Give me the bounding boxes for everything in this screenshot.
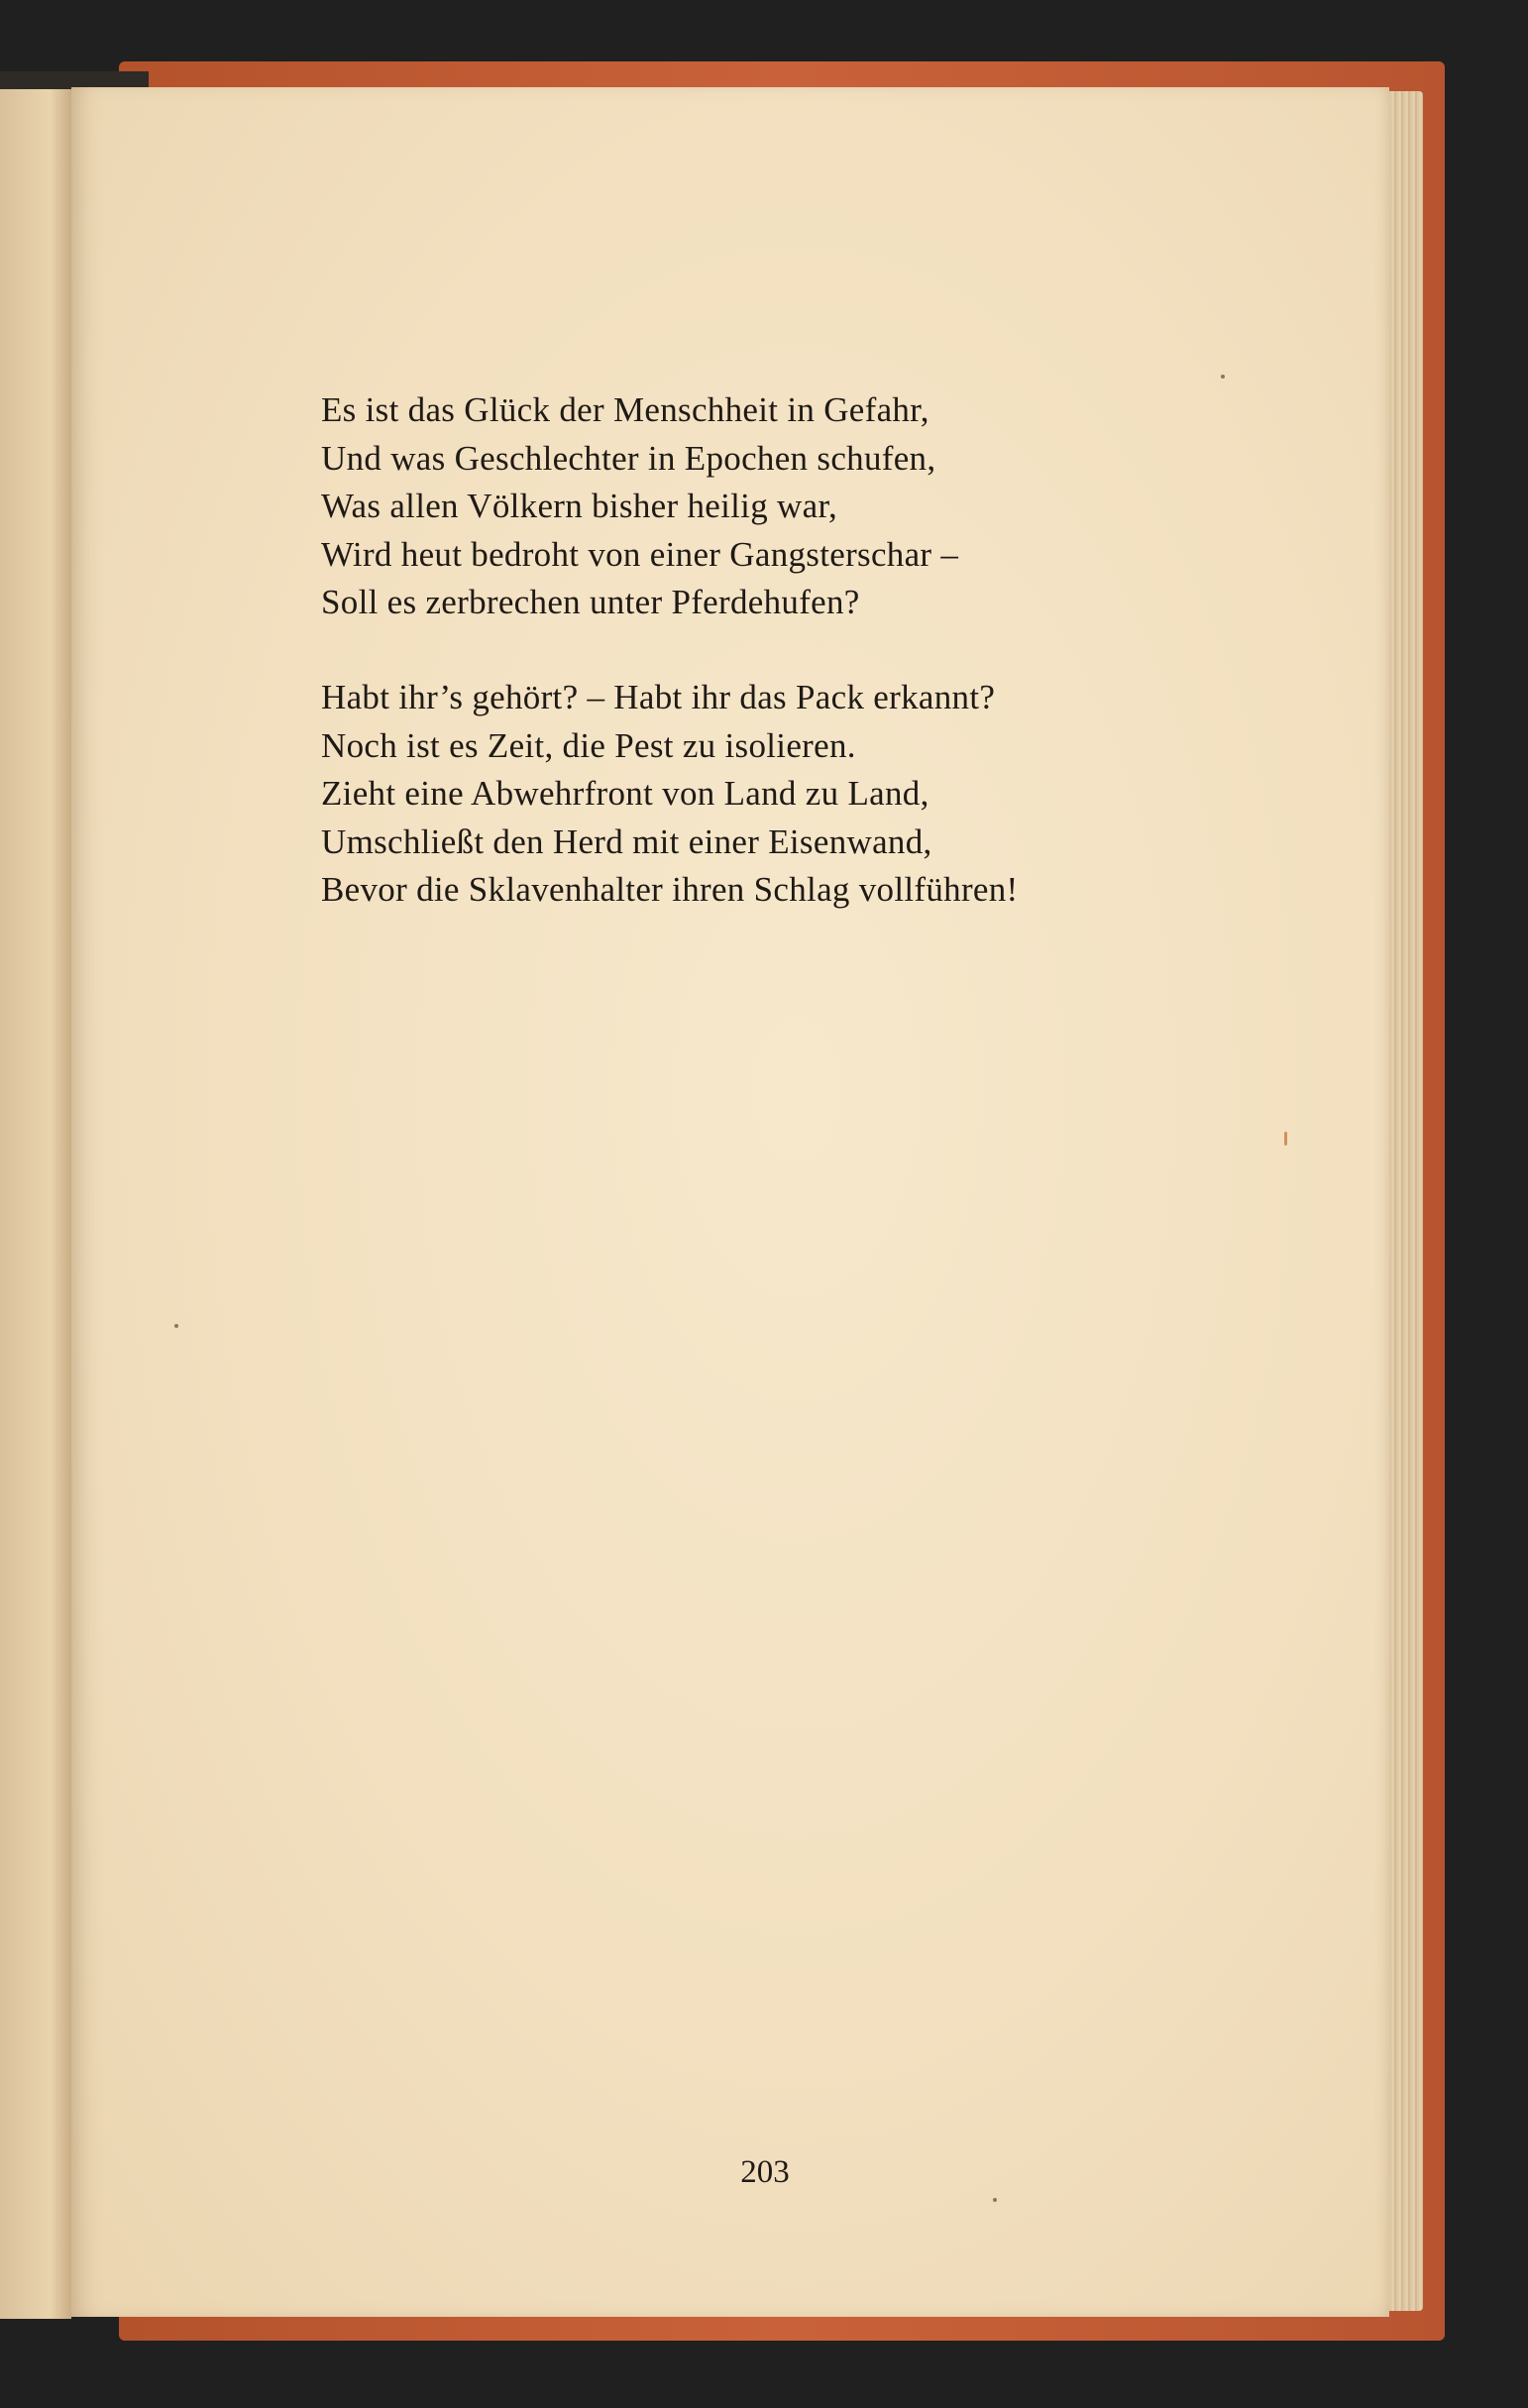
paper-speck — [1284, 1132, 1287, 1146]
stanza-2 — [321, 674, 1173, 915]
book-page — [71, 87, 1389, 2317]
verse-line: Umschließt den Herd mit einer Eisenwand, — [321, 821, 932, 861]
verse-line: Es ist das Glück der Menschheit in Gefahr, — [321, 390, 929, 429]
paper-speck — [1221, 375, 1225, 379]
verse-line: Zieht eine Abwehrfront von Land zu Land, — [321, 774, 929, 813]
page-stack-edge — [1383, 91, 1423, 2311]
left-page-edge — [0, 89, 71, 2319]
verse-line: Soll es zerbrechen unter Pferdehufen? — [321, 583, 860, 621]
verse-line: Bevor die Sklavenhalter ihren Schlag vollführen! — [321, 870, 1019, 909]
paper-speck — [993, 2198, 997, 2202]
page-number: 203 — [740, 2154, 790, 2190]
verse-line: Noch ist es Zeit, die Pest zu isolieren. — [321, 725, 856, 765]
paper-speck — [174, 1324, 178, 1328]
verse-line: Habt ihr’s gehört? – Habt ihr das Pack erkannt? — [321, 678, 996, 716]
verse-line: Wird heut bedroht von einer Gangsterschar – — [321, 534, 959, 574]
stanza-1 — [321, 386, 1173, 627]
verse-line: Und was Geschlechter in Epochen schufen, — [321, 438, 936, 478]
verse-line: Was allen Völkern bisher heilig war, — [321, 487, 838, 525]
